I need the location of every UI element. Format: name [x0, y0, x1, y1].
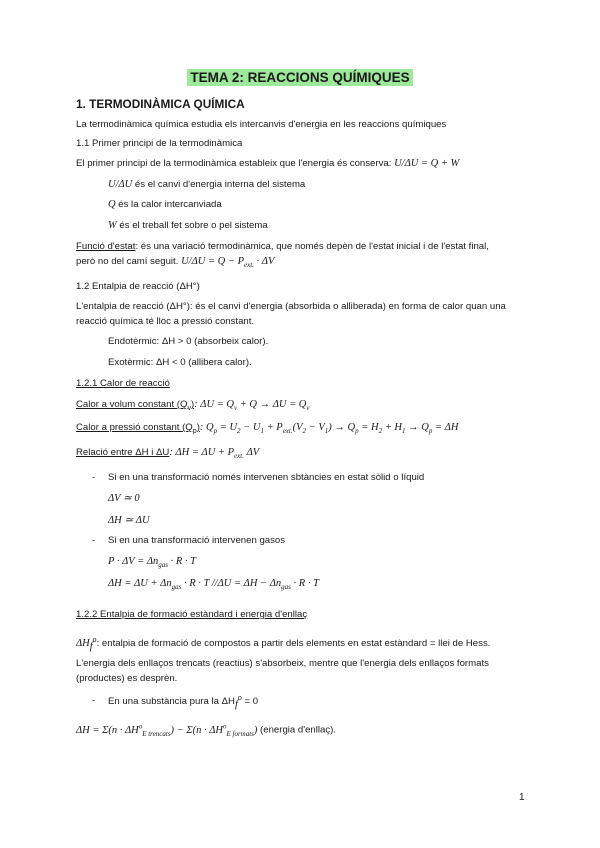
enthalpy-text-line1: L'entalpia de reacció (ΔH°): és el canvi d'energia (absorbida o alliberada) en forma de calor quan una — [76, 301, 506, 312]
bullet-dash-3: - — [92, 695, 96, 706]
definition-u: U/ΔU és el canvi d'energia interna del sistema — [108, 179, 306, 190]
subsection-1-2-1: 1.2.1 Calor de reacció — [76, 378, 170, 389]
first-principle-text: El primer principi de la termodinàmica estableix que l'energia és conserva: U/ΔU = Q + W — [76, 158, 460, 169]
eq-delta-h: ΔH ≃ ΔU — [108, 515, 150, 526]
subsection-1-2-2: 1.2.2 Entalpia de formació estàndard i energia d'enllaç — [76, 609, 308, 620]
definition-q: Q és la calor intercanviada — [108, 199, 222, 210]
state-function-line1: Funció d'estat: és una variació termodinàmica, que només depèn de l'estat inicial i de l'estat final, — [76, 241, 489, 252]
eq-delta-v: ΔV ≃ 0 — [108, 493, 140, 504]
subsection-1-1: 1.1 Primer principi de la termodinàmica — [76, 138, 243, 149]
enthalpy-text-line2: reacció química té lloc a pressió constant. — [76, 316, 255, 327]
constant-pressure-line: Calor a pressió constant $(Q_p)$: $Q_p = U_2 - U_1 + P_{ext.}(V_2 - V_1) \to Q_p = H_2 + H_1 \to Q_p = \Delta H$ — [76, 422, 459, 436]
subsection-1-2: 1.2 Entalpia de reacció (ΔH°) — [76, 281, 200, 292]
section-heading-1: 1. TERMODINÀMICA QUÍMICA — [76, 97, 245, 111]
bullet-dash-1: - — [92, 472, 96, 483]
bond-energy-line1: L'energia dels enllaços trencats (reactius) s'absorbeix, mentre que l'energia dels enllaços formats — [76, 658, 489, 669]
bond-energy-line2: (productes) es desprèn. — [76, 673, 178, 684]
definition-w: W és el treball fet sobre o pel sistema — [108, 220, 268, 231]
bullet-dash-2: - — [92, 535, 96, 546]
page-number: 1 — [519, 792, 525, 803]
bullet-gases: Si en una transformació intervenen gasos — [108, 535, 286, 546]
eq-p-delta-v: $P \cdot \Delta V = \Delta n_{gas} \cdot R \cdot T$ — [108, 556, 196, 570]
final-equation: $\Delta H = \Sigma(n \cdot \Delta H^o_{E trencats}) - \Sigma(n \cdot \Delta H^o_{E formats})$ (energia d'enllaç). — [76, 722, 337, 738]
bullet-pure-substance: En una substància pura la $\Delta H_f^o = 0$ — [108, 695, 259, 711]
state-function-line2: però no del camí seguit. $U/\Delta U = Q - P_{ext.} \cdot \Delta V$ — [76, 256, 275, 270]
constant-volume-line: Calor a volum constant $(Q_v)$: $\Delta U = Q_v + Q \to \Delta U = Q_v$ — [76, 399, 310, 413]
bullet-solid-liquid: Si en una transformació només intervenen sbtàncies en estat sòlid o líquid — [108, 472, 425, 483]
endothermic-text: Endotèrmic: ΔH > 0 (absorbeix calor). — [108, 336, 269, 347]
relation-line: Relació entre ΔH i ΔU: $\Delta H = \Delta U + P_{ext.}$ ΔV — [76, 447, 260, 461]
page-title: TEMA 2: REACCIONS QUÍMIQUES — [0, 70, 600, 85]
intro-text: La termodinàmica química estudia els intercanvis d'energia en les reaccions químiques — [76, 119, 447, 130]
exothermic-text: Exotèrmic: ΔH < 0 (allibera calor). — [108, 357, 252, 368]
formation-enthalpy-line: $\Delta H_f^o$: entalpia de formació de compostos a partir dels elements en estat estàndard = llei de Hess. — [76, 637, 491, 653]
eq-delta-h-gas: $\Delta H = \Delta U + \Delta n_{gas} \cdot R \cdot T$ $//\Delta U = \Delta H - \Delta n_{gas} \cdot R \cdot T$ — [108, 578, 319, 592]
